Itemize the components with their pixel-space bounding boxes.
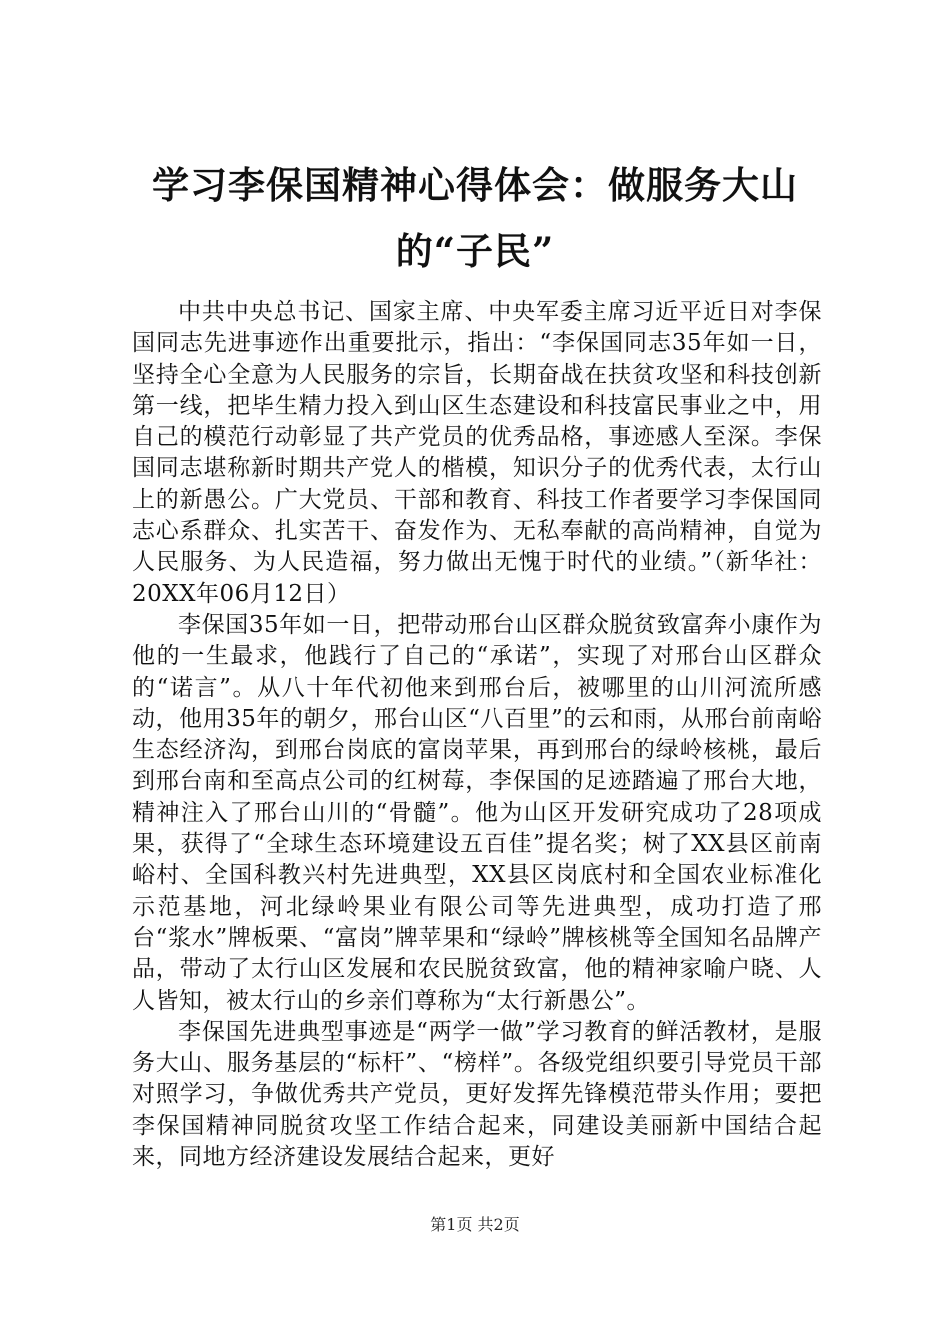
paragraph-2: 李保国35年如一日，把带动邢台山区群众脱贫致富奔小康作为他的一生最求，他践行了自己的“承诺”，实现了对邢台山区群众的“诺言”。从八十年代初他来到邢台后，被哪里的山川河流所感动，他用35年的朝夕，邢台山区“八百里”的云和雨，从邢台前南峪生态经济沟，到邢台岗底的富岗苹果，再到邢台的绿岭核桃，最后到邢台南和至高点公司的红树莓，李保国的足迹踏遍了邢台大地，精神注入了邢台山川的“骨髓”。他为山区开发研究成功了28项成果，获得了“全球生态环境建设五百佳”提名奖；树了XX县区前南峪村、全国科教兴村先进典型，XX县区岗底村和全国农业标准化示范基地，河北绿岭果业有限公司等先进典型，成功打造了邢台“浆水”牌板栗、“富岗”牌苹果和“绿岭”牌核桃等全国知名品牌产品，带动了太行山区发展和农民脱贫致富，他的精神家喻户晓、人人皆知，被太行山的乡亲们尊称为“太行新愚公”。 (132, 611, 822, 1014)
document-title: 学习李保国精神心得体会：做服务大山的“子民” (152, 163, 798, 273)
paragraph-3: 李保国先进典型事迹是“两学一做”学习教育的鲜活教材，是服务大山、服务基层的“标杆”、“榜样”。各级党组织要引导党员干部对照学习，争做优秀共产党员，更好发挥先锋模范带头作用；要把李保国精神同脱贫攻坚工作结合起来，同建设美丽新中国结合起来，同地方经济建设发展结合起来，更好 (132, 1018, 822, 1171)
paragraph-1: 中共中央总书记、国家主席、中央军委主席习近平近日对李保国同志先进事迹作出重要批示，指出：“李保国同志35年如一日，坚持全心全意为人民服务的宗旨，长期奋战在扶贫攻坚和科技创新第一线，把毕生精力投入到山区生态建设和科技富民事业之中，用自己的模范行动彰显了共产党员的优秀品格，事迹感人至深。李保国同志堪称新时期共产党人的楷模，知识分子的优秀代表，太行山上的新愚公。广大党员、干部和教育、科技工作者要学习李保国同志心系群众、扎实苦干、奋发作为、无私奉献的高尚精神，自觉为人民服务、为人民造福，努力做出无愧于时代的业绩。”（新华社：20XX年06月12日） (132, 299, 822, 607)
document-body (132, 297, 822, 1173)
page-number-footer: 第1页 共2页 (430, 1215, 520, 1234)
